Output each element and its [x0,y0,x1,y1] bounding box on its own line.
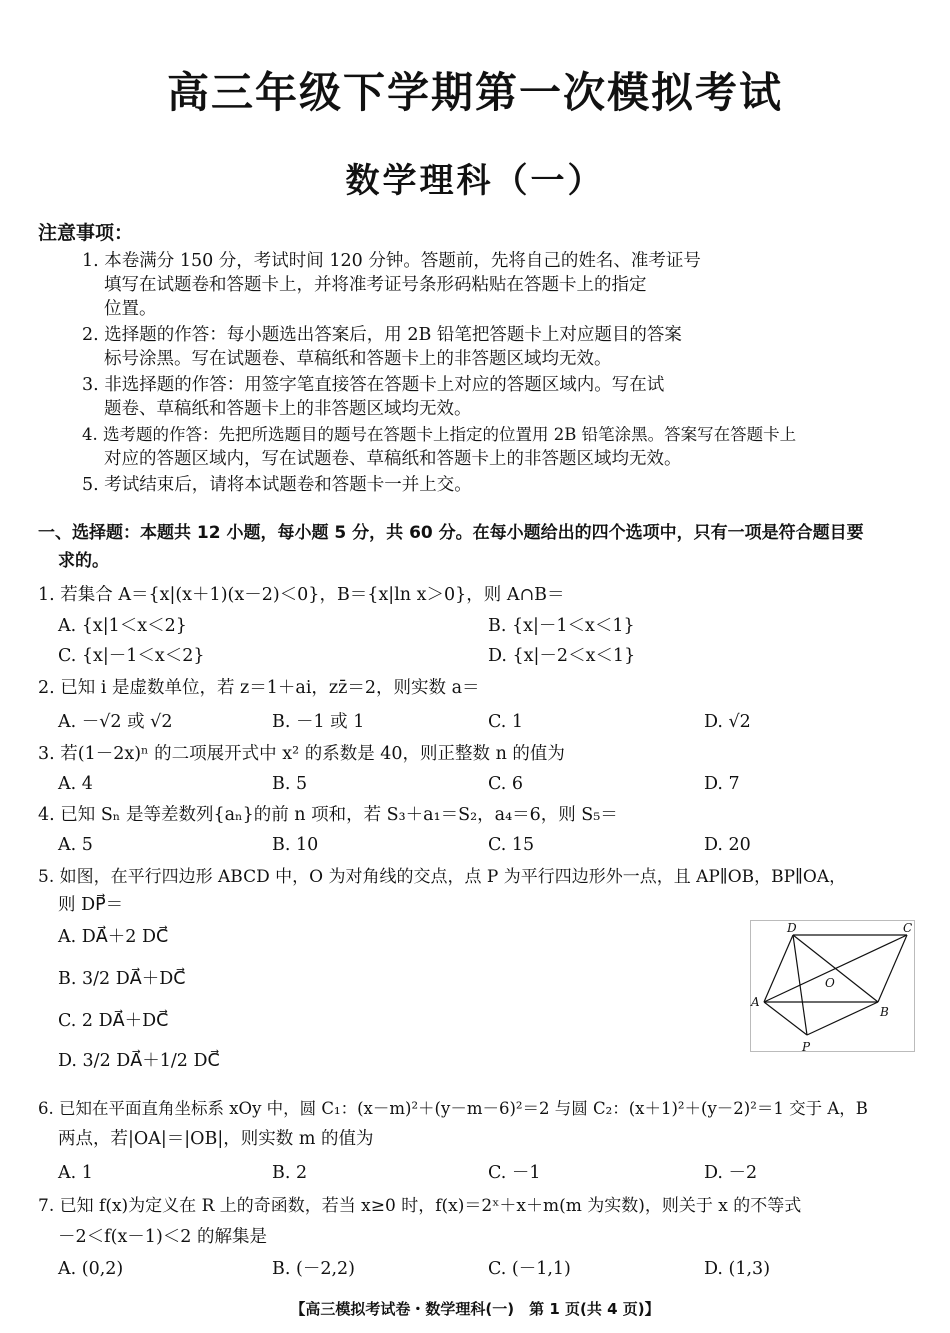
option-c: C. {x|－1＜x＜2} [58,646,205,666]
notice-line: 5. 考试结束后，请将本试题卷和答题卡一并上交。 [82,475,472,495]
option-a: A. －√2 或 √2 [58,712,173,732]
notice-heading: 注意事项： [38,222,134,244]
option-d: D. √2 [704,712,751,732]
notice-line: 题卷、草稿纸和答题卡上的非答题区域均无效。 [104,399,472,419]
option-b: B. (－2,2) [272,1259,355,1279]
question-stem: 6. 已知在平面直角坐标系 xOy 中，圆 C₁：(x－m)²＋(y－m－6)²＝2 与圆 C₂：(x＋1)²＋(y－2)²＝1 交于 A，B [38,1099,868,1118]
label-p: P [802,1040,811,1054]
segment-ap [764,1002,807,1035]
label-b: B [880,1005,889,1019]
notice-line: 4. 选考题的作答：先把所选题目的题号在答题卡上指定的位置用 2B 铅笔涂黑。答案写在答题卡上 [82,425,797,444]
option-c: C. 15 [488,835,535,855]
option-a: A. 5 [58,835,93,855]
label-d: D [787,921,797,935]
option-b: B. 3/2 DA⃗＋DC⃗ [58,969,186,989]
option-a: A. {x|1＜x＜2} [58,616,187,636]
option-a: A. 1 [58,1163,93,1183]
option-b: B. {x|－1＜x＜1} [488,616,635,636]
section-heading-cont: 求的。 [58,551,109,571]
option-c: C. 2 DA⃗＋DC⃗ [58,1011,169,1031]
segment-bp [807,1002,878,1035]
option-d: D. 20 [704,835,751,855]
question-stem: 3. 若(1－2x)ⁿ 的二项展开式中 x² 的系数是 40，则正整数 n 的值为 [38,744,565,764]
option-d: D. －2 [704,1163,758,1183]
question-stem-cont: 则 DP⃗＝ [58,895,124,915]
option-c: C. －1 [488,1163,541,1183]
diagonal-db [793,935,878,1002]
page-footer: 【高三模拟考试卷・数学理科(一) 第 1 页(共 4 页)】 [290,1300,660,1318]
parallelogram-figure [750,920,915,1055]
edge-ad [764,935,793,1002]
notice-line: 2. 选择题的作答：每小题选出答案后，用 2B 铅笔把答题卡上对应题目的答案 [82,325,682,345]
segment-dp [793,935,807,1035]
option-c: C. 6 [488,774,524,794]
option-d: D. 3/2 DA⃗＋1/2 DC⃗ [58,1051,220,1071]
notice-line: 位置。 [104,299,157,319]
question-stem: 2. 已知 i 是虚数单位，若 z＝1＋ai，zz̄＝2，则实数 a＝ [38,678,480,698]
question-stem-cont: 两点，若|OA|＝|OB|，则实数 m 的值为 [58,1129,374,1149]
label-c: C [903,921,913,935]
notice-line: 填写在试题卷和答题卡上，并将准考证号条形码粘贴在答题卡上的指定 [104,275,647,295]
section-heading: 一、选择题：本题共 12 小题，每小题 5 分，共 60 分。在每小题给出的四个选项中，只有一项是符合题目要 [38,523,864,543]
notice-line: 1. 本卷满分 150 分，考试时间 120 分钟。答题前，先将自己的姓名、准考证号 [82,251,701,271]
option-c: C. 1 [488,712,524,732]
option-c: C. (－1,1) [488,1259,571,1279]
option-d: D. {x|－2＜x＜1} [488,646,636,666]
question-stem: 4. 已知 Sₙ 是等差数列{aₙ}的前 n 项和，若 S₃＋a₁＝S₂，a₄＝6，则 S₅＝ [38,805,618,825]
exam-title: 高三年级下学期第一次模拟考试 [166,68,783,117]
question-stem: 7. 已知 f(x)为定义在 R 上的奇函数，若当 x≥0 时，f(x)＝2ˣ＋x＋m(m 为实数)，则关于 x 的不等式 [38,1196,802,1216]
notice-line: 标号涂黑。写在试题卷、草稿纸和答题卡上的非答题区域均无效。 [104,349,612,369]
option-b: B. 10 [272,835,319,855]
notice-line: 对应的答题区域内，写在试题卷、草稿纸和答题卡上的非答题区域均无效。 [104,449,682,469]
notice-line: 3. 非选择题的作答：用签字笔直接答在答题卡上对应的答题区域内。写在试 [82,375,665,395]
question-stem: 5. 如图，在平行四边形 ABCD 中，O 为对角线的交点，点 P 为平行四边形外一点，且 AP∥OB，BP∥OA， [38,867,847,887]
label-o: O [825,976,835,990]
option-d: D. (1,3) [704,1259,771,1279]
option-b: B. －1 或 1 [272,712,365,732]
question-stem-cont: －2＜f(x－1)＜2 的解集是 [58,1227,267,1247]
option-b: B. 2 [272,1163,308,1183]
option-d: D. 7 [704,774,740,794]
option-a: A. 4 [58,774,93,794]
edge-cb [878,935,907,1002]
exam-subtitle: 数学理科（一） [345,161,605,201]
option-b: B. 5 [272,774,308,794]
label-a: A [751,995,760,1009]
option-a: A. DA⃗＋2 DC⃗ [58,927,169,947]
option-a: A. (0,2) [58,1259,124,1279]
question-stem: 1. 若集合 A＝{x|(x＋1)(x－2)＜0}，B＝{x|ln x＞0}，则 A∩B＝ [38,585,565,605]
